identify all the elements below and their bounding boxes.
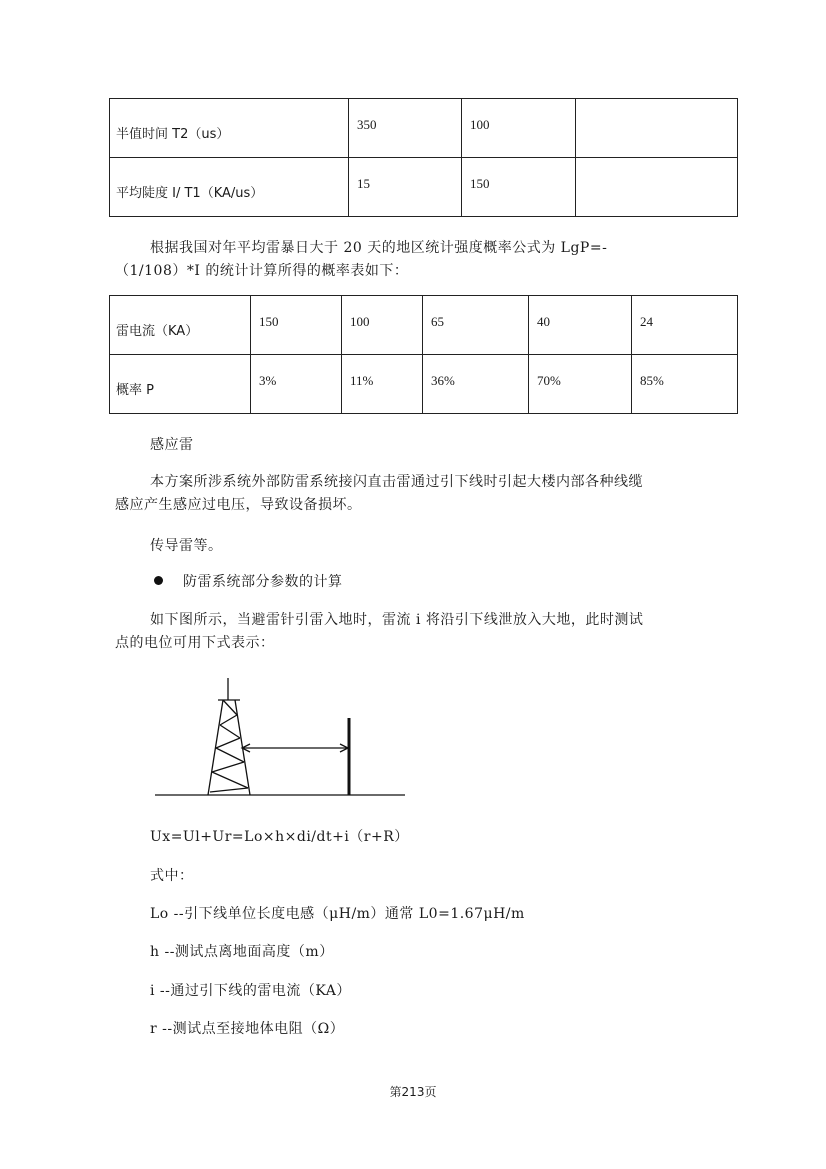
current-probability-table <box>109 295 738 414</box>
page-number: 第213页 <box>389 1085 437 1099</box>
table-cell: 70% <box>529 355 632 414</box>
table-cell: 100 <box>342 296 423 355</box>
formula: Ux=Ul+Ur=Lo×h×di/dt+i（r+R） <box>150 829 409 845</box>
table-row <box>110 158 738 217</box>
table-row <box>110 355 738 414</box>
table-cell: 平均陡度 I/ T1（KA/us） <box>110 158 349 217</box>
heading-induced-lightning: 感应雷 <box>150 437 194 453</box>
heading-conducted-lightning: 传导雷等。 <box>150 538 223 554</box>
probability-formula-paragraph-cont: （1/108）*I 的统计计算所得的概率表如下： <box>115 263 409 279</box>
bullet-icon <box>154 576 163 585</box>
table-cell: 85% <box>632 355 738 414</box>
lightning-rod-diagram <box>150 670 410 800</box>
table-cell: 15 <box>349 158 462 217</box>
table-cell: 150 <box>251 296 342 355</box>
induced-lightning-paragraph: 本方案所涉系统外部防雷系统接闪直击雷通过引下线时引起大楼内部各种线缆 <box>150 474 643 490</box>
table-cell: 36% <box>423 355 529 414</box>
table-cell: 24 <box>632 296 738 355</box>
table-cell: 65 <box>423 296 529 355</box>
definition-h: h --测试点离地面高度（m） <box>150 944 334 960</box>
table-cell: 雷电流（KA） <box>110 296 251 355</box>
definition-lo: Lo --引下线单位长度电感（μH/m）通常 L0=1.67μH/m <box>150 906 525 922</box>
table-row <box>110 99 738 158</box>
lightning-parameter-table <box>109 98 738 217</box>
probability-formula-paragraph: 根据我国对年平均雷暴日大于 20 天的地区统计强度概率公式为 LgP=- <box>150 240 608 256</box>
table-cell: 11% <box>342 355 423 414</box>
tower-leg-left <box>208 700 223 795</box>
table-cell: 150 <box>462 158 576 217</box>
definition-i: i --通过引下线的雷电流（KA） <box>150 983 351 999</box>
table-cell: 半值时间 T2（us） <box>110 99 349 158</box>
definition-r: r --测试点至接地体电阻（Ω） <box>150 1021 345 1037</box>
table-cell: 100 <box>462 99 576 158</box>
bullet-heading: 防雷系统部分参数的计算 <box>183 574 343 590</box>
table-cell: 3% <box>251 355 342 414</box>
where-label: 式中： <box>150 868 194 884</box>
table-cell <box>576 158 738 217</box>
table-cell <box>576 99 738 158</box>
table-cell: 概率 P <box>110 355 251 414</box>
table-cell: 350 <box>349 99 462 158</box>
calculation-paragraph: 如下图所示，当避雷针引雷入地时，雷流 i 将沿引下线泄放入大地，此时测试 <box>150 612 644 628</box>
calculation-paragraph-cont: 点的电位可用下式表示： <box>115 635 275 651</box>
table-row <box>110 296 738 355</box>
table-cell: 40 <box>529 296 632 355</box>
induced-lightning-paragraph-cont: 感应产生感应过电压，导致设备损坏。 <box>115 497 362 513</box>
